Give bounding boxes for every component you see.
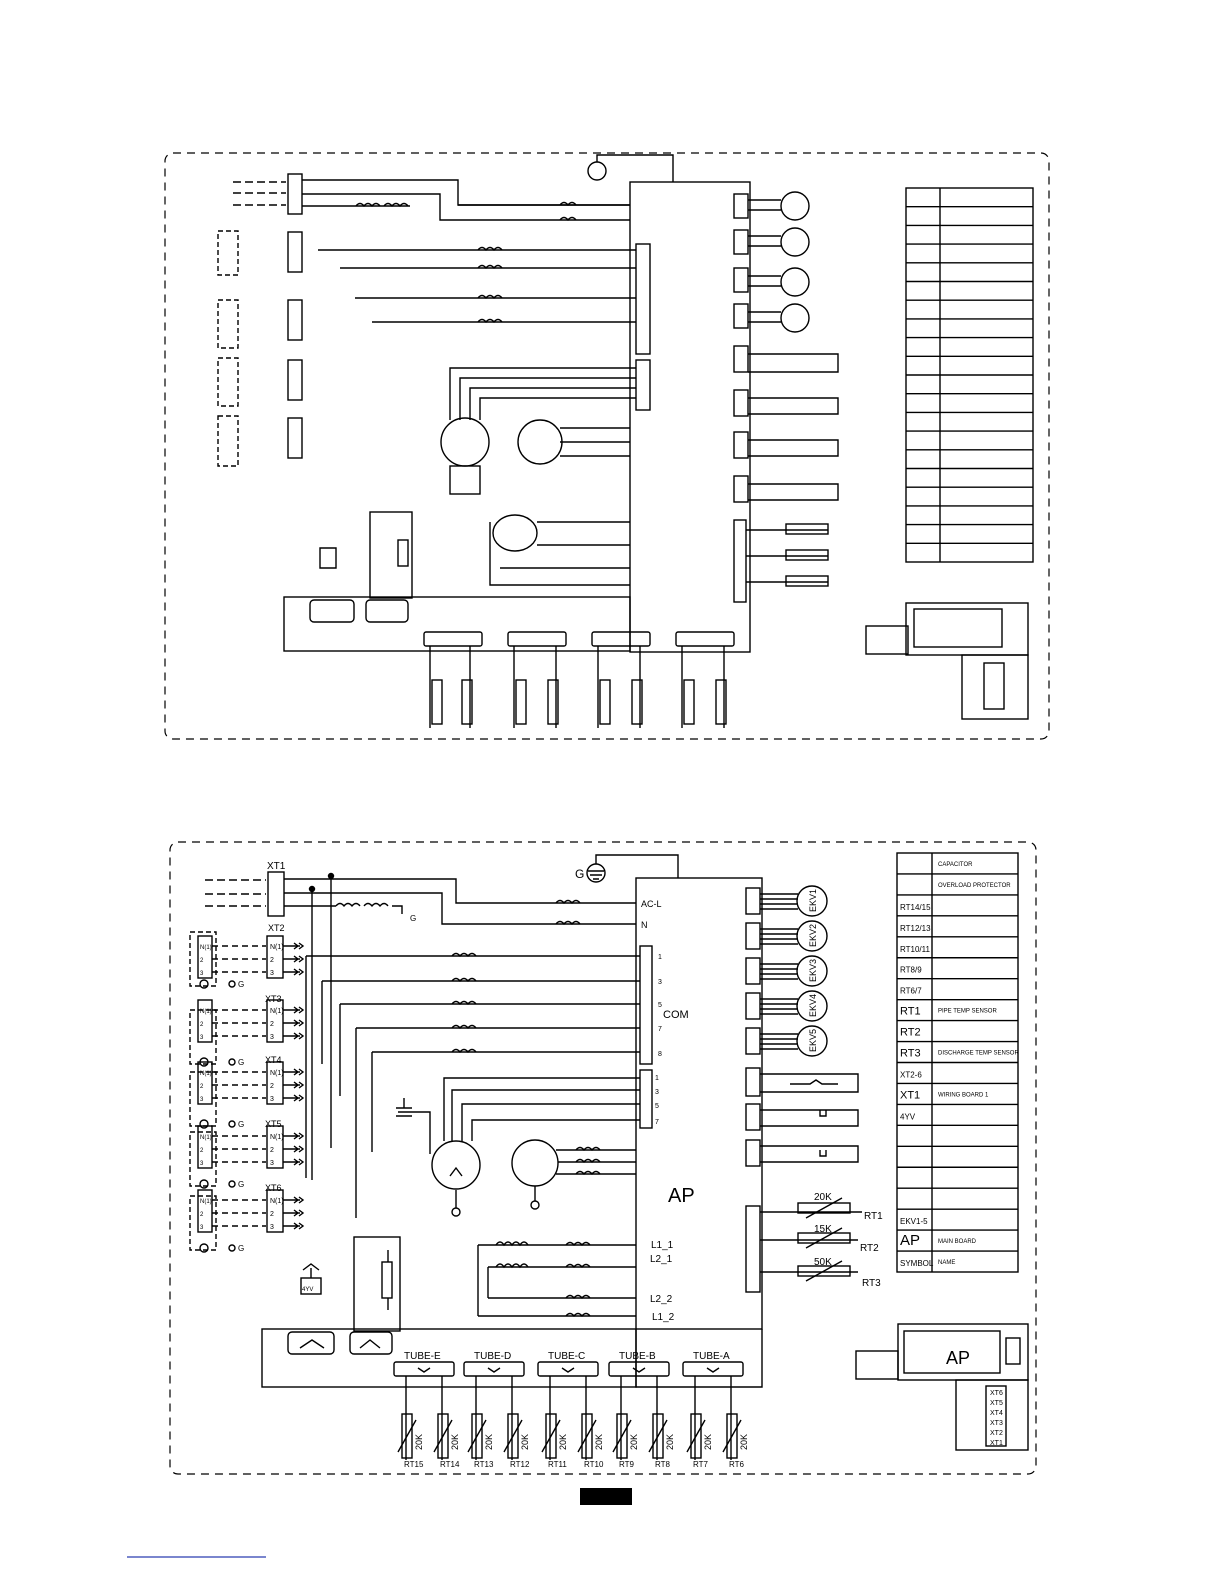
terminal-label: 3 (270, 1160, 274, 1167)
layout-xt: XT6 (990, 1390, 1003, 1397)
tube-sensor-value: 20K (484, 1433, 494, 1450)
tube-sensor-label: RT12 (510, 1460, 530, 1469)
motor-pin: 1 (655, 1075, 659, 1082)
tube-sensor-value: 20K (665, 1433, 675, 1450)
legend-symbol: RT2 (900, 1026, 921, 1039)
legend-name: MAIN BOARD (938, 1239, 977, 1246)
legend-symbol: XT2-6 (900, 1070, 922, 1080)
legend-symbol: XT1 (900, 1089, 921, 1102)
coil-pin: L2_1 (650, 1254, 673, 1265)
top-power-terminal (288, 174, 302, 214)
legend-name: PIPE TEMP SENSOR (938, 1008, 997, 1015)
top-com-connector (636, 244, 650, 354)
top-fan-motor (518, 420, 562, 464)
tube-sensor-value: 20K (520, 1433, 530, 1450)
tube-sensor-label: RT13 (474, 1460, 494, 1469)
top-ground-icon (588, 162, 606, 180)
terminal-label: N(1) (200, 1071, 212, 1077)
ekv-label: EKV3 (808, 958, 818, 982)
legend-symbol: RT3 (900, 1047, 921, 1060)
tube-connector (464, 1351, 530, 1469)
top-valve-3 (781, 268, 809, 296)
legend-symbol: RT1 (900, 1005, 921, 1018)
top-valve-1 (781, 192, 809, 220)
terminal-label: 2 (270, 957, 274, 964)
terminal-label: 2 (200, 1212, 204, 1218)
tube-sensor-label: RT15 (404, 1460, 424, 1469)
terminal-label: 2 (200, 1084, 204, 1090)
xt-label: XT6 (265, 1183, 282, 1193)
terminal-label: 3 (270, 1034, 274, 1041)
xt-label: XT4 (265, 1055, 282, 1065)
tube-sensor-value: 20K (414, 1433, 424, 1450)
motor-pin: 5 (655, 1103, 659, 1110)
tube-label: TUBE-B (619, 1351, 656, 1362)
ekv-label: EKV2 (808, 923, 818, 947)
ground-label: G (238, 1244, 245, 1253)
terminal-label: 2 (270, 1021, 274, 1028)
sensor-connector (746, 1206, 760, 1292)
com-pin: 3 (658, 979, 662, 986)
top-valve-2 (781, 228, 809, 256)
tube-label: TUBE-E (404, 1351, 441, 1362)
legend-symbol: RT12/13 (900, 923, 931, 933)
terminal-label: N(1) (200, 1199, 212, 1205)
tube-sensor-value: 20K (558, 1433, 568, 1450)
tube-sensor-value: 20K (739, 1433, 749, 1450)
com-pin: 5 (658, 1002, 662, 1009)
xt1-terminal-block (268, 872, 284, 916)
ground-label: G (238, 980, 245, 989)
com-label: COM (663, 1009, 689, 1021)
top-coil (493, 515, 537, 551)
legend-symbol: RT14/15 (900, 902, 931, 912)
tube-connector (394, 1351, 460, 1469)
tube-label: TUBE-C (548, 1351, 586, 1362)
tube-sensor-value: 20K (594, 1433, 604, 1450)
ekv-valve (746, 1026, 827, 1056)
ekv-valve (746, 991, 827, 1021)
xt1-label: XT1 (267, 861, 286, 872)
xt-block (190, 994, 303, 1067)
legend-name: OVERLOAD PROTECTOR (938, 882, 1011, 889)
fan-motor (512, 1140, 558, 1186)
tube-sensor-value: 20K (629, 1433, 639, 1450)
tube-sensor-label: RT10 (584, 1460, 604, 1469)
top-main-board (630, 182, 750, 652)
xt-label: XT2 (268, 923, 285, 933)
terminal-label: N(1) (270, 1198, 284, 1205)
tube-label: TUBE-A (693, 1351, 730, 1362)
terminal-label: N(1) (270, 1070, 284, 1077)
tube-sensor-label: RT11 (548, 1460, 567, 1469)
tube-sensor-value: 20K (450, 1433, 460, 1450)
terminal-label: 3 (200, 1035, 204, 1041)
ekv-label: EKV1 (808, 888, 818, 912)
terminal-label: 3 (200, 1097, 204, 1103)
com-pin: 7 (658, 1026, 662, 1033)
xt-label: XT5 (265, 1119, 282, 1129)
xt-block (190, 1119, 303, 1189)
ekv-valve (746, 956, 827, 986)
legend-symbol: RT10/11 (900, 944, 930, 954)
legend-symbol: SYMBOL (900, 1259, 934, 1268)
4yv-connector (288, 1332, 334, 1354)
coil-pin: L1_2 (652, 1312, 675, 1323)
legend-symbol: RT8/9 (900, 965, 922, 975)
pin-n: N (641, 920, 648, 930)
com-pin: 1 (658, 954, 662, 961)
motor-connector (640, 1070, 652, 1128)
terminal-label: N(1) (200, 1009, 212, 1015)
sensor-label: RT2 (860, 1243, 879, 1254)
ekv-valve (746, 886, 827, 916)
top-compressor-motor (441, 418, 489, 466)
ekv-valve (746, 921, 827, 951)
com-connector (640, 946, 652, 1064)
ekv-label: EKV5 (808, 1028, 818, 1052)
xt-block (190, 1055, 303, 1129)
top-wiring-diagram (165, 153, 1049, 739)
top-motor-connector (636, 360, 650, 410)
pin-ac-l: AC-L (641, 899, 662, 909)
legend-symbol: AP (900, 1232, 921, 1250)
compressor-motor (432, 1141, 480, 1189)
legend-name: NAME (938, 1260, 956, 1266)
tube-sensor-value: 20K (703, 1433, 713, 1450)
legend-symbol: 4YV (900, 1112, 916, 1122)
terminal-label: N(1) (200, 945, 212, 951)
tube-sensor-label: RT7 (693, 1460, 708, 1469)
layout-xt: XT2 (990, 1430, 1003, 1437)
tube-sensor-label: RT6 (729, 1460, 744, 1469)
terminal-label: 3 (200, 1225, 204, 1231)
terminal-label: 3 (200, 1161, 204, 1167)
terminal-label: 2 (200, 1022, 204, 1028)
ekv-label: EKV4 (808, 993, 818, 1017)
legend-name: CAPACITOR (938, 861, 973, 868)
terminal-label: 2 (200, 958, 204, 964)
ground-label: G (575, 867, 585, 881)
terminal-label: 2 (270, 1211, 274, 1218)
legend-name: WIRING BOARD 1 (938, 1092, 989, 1099)
terminal-label: N(1) (270, 1008, 284, 1015)
coil-pin: L1_1 (651, 1240, 674, 1251)
sensor-value: 15K (814, 1224, 832, 1235)
terminal-label: 2 (270, 1083, 274, 1090)
sensor-value: 20K (814, 1192, 832, 1203)
ground-label: G (238, 1180, 245, 1189)
legend-symbol: EKV1-5 (900, 1217, 928, 1227)
legend-name: DISCHARGE TEMP SENSOR (938, 1050, 1019, 1057)
4yv-label: 4YV (302, 1287, 314, 1293)
ground-label: G (238, 1058, 245, 1067)
page-number-block (580, 1488, 632, 1505)
xt-block (190, 1183, 303, 1253)
ap-label: AP (668, 1185, 695, 1207)
layout-ap-label: AP (946, 1348, 971, 1368)
terminal-label: 3 (270, 970, 274, 977)
sensor-value: 50K (814, 1257, 832, 1268)
terminal-label: N(1) (200, 1135, 212, 1141)
bottom-wiring-diagram (170, 842, 1036, 1474)
coil-pin: L2_2 (650, 1294, 673, 1305)
tube-sensor-label: RT14 (440, 1460, 460, 1469)
top-valve-4 (781, 304, 809, 332)
sensor-label: RT3 (862, 1278, 881, 1289)
terminal-label: N(1) (270, 1134, 284, 1141)
tube-sensor-label: RT9 (619, 1460, 634, 1469)
terminal-label: 3 (200, 971, 204, 977)
tube-sensor-label: RT8 (655, 1460, 670, 1469)
motor-pin: 7 (655, 1119, 659, 1126)
terminal-label: 3 (270, 1224, 274, 1231)
layout-xt: XT5 (990, 1400, 1003, 1407)
motor-pin: 3 (655, 1089, 659, 1096)
terminal-label: N(1) (270, 944, 284, 951)
xt-block (190, 923, 303, 989)
ground-label: G (410, 914, 417, 923)
xt-label: XT3 (265, 994, 282, 1004)
tube-connector (538, 1351, 604, 1469)
layout-xt: XT3 (990, 1420, 1003, 1427)
terminal-label: 2 (270, 1147, 274, 1154)
sensor-label: RT1 (864, 1211, 883, 1222)
layout-xt: XT4 (990, 1410, 1003, 1417)
terminal-label: 2 (200, 1148, 204, 1154)
tube-connector (609, 1351, 675, 1469)
tube-connector (683, 1351, 749, 1469)
terminal-label: 3 (270, 1096, 274, 1103)
com-pin: 8 (658, 1051, 662, 1058)
ground-label: G (238, 1120, 245, 1129)
legend-symbol: RT6/7 (900, 986, 922, 996)
tube-label: TUBE-D (474, 1351, 512, 1362)
layout-xt: XT1 (990, 1440, 1003, 1447)
